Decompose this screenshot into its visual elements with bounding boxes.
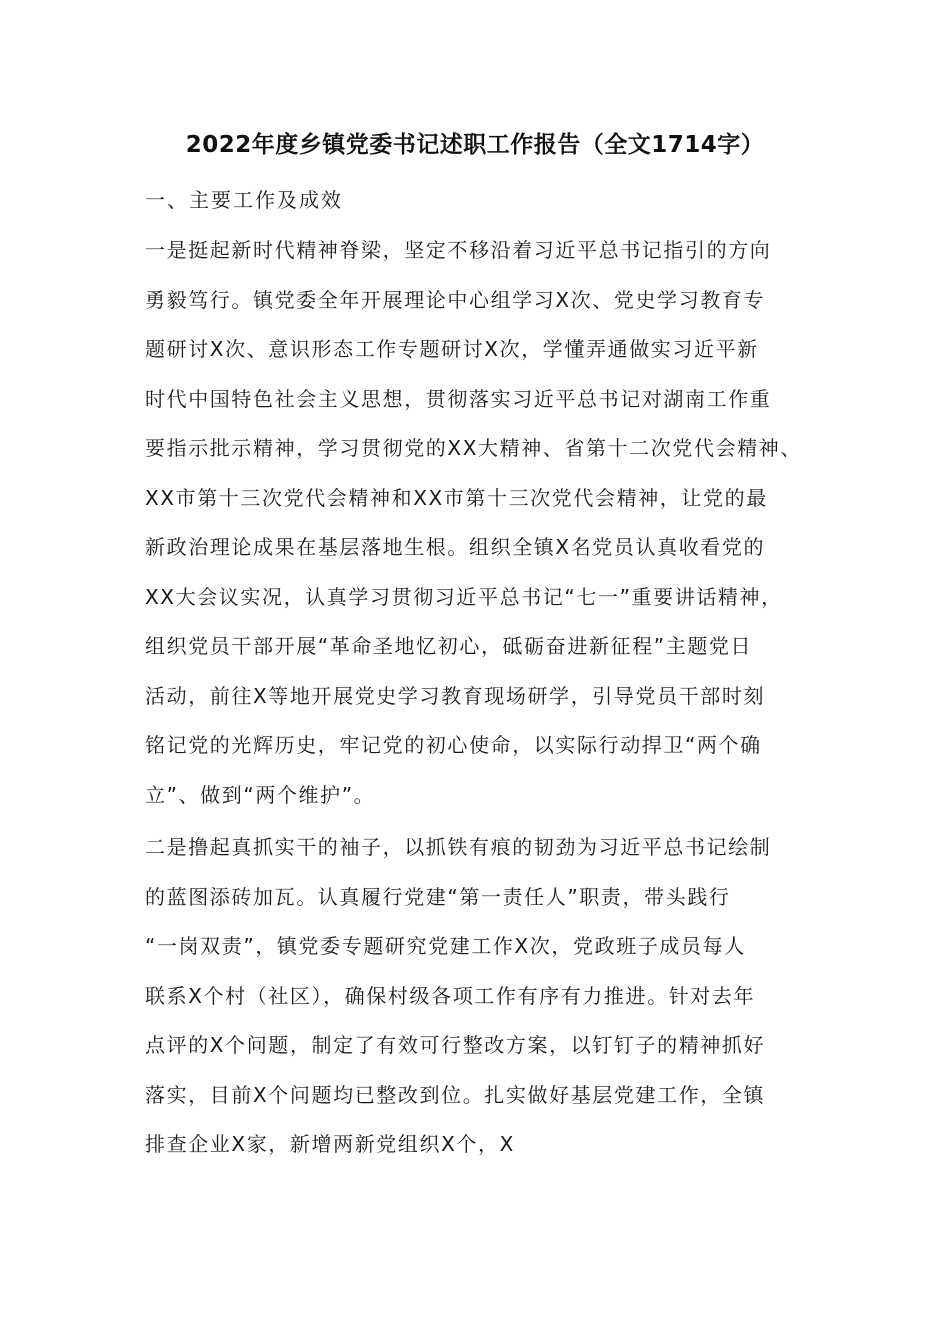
- paragraph-line: 铭记党的光辉历史，牢记党的初心使命，以实际行动捍卫“两个确: [145, 733, 762, 757]
- paragraph-line: 活动，前往X等地开展党史学习教育现场研学，引导党员干部时刻: [145, 683, 766, 708]
- paragraph-line: 勇毅笃行。镇党委全年开展理论中心组学习X次、党史学习教育专: [145, 287, 766, 312]
- paragraph-line: 立”、做到“两个维护”。: [145, 782, 376, 807]
- paragraph-line: 题研讨X次、意识形态工作专题研讨X次，学懂弄通做实习近平新: [145, 337, 759, 361]
- paragraph-line: 组织党员干部开展“革命圣地忆初心，砥砺奋进新征程”主题党日: [145, 634, 753, 658]
- paragraph-line: 二是撸起真抓实干的袖子，以抓铁有痕的韧劲为习近平总书记绘制: [145, 835, 772, 859]
- paragraph-line: 的蓝图添砖加瓦。认真履行党建“第一责任人”职责，带头践行: [145, 884, 731, 909]
- section-heading: 一、主要工作及成效: [145, 188, 343, 212]
- paragraph-line: 落实，目前X个问题均已整改到位。扎实做好基层党建工作，全镇: [145, 1082, 766, 1107]
- paragraph-line: 点评的X个问题，制定了有效可行整改方案，以钉钉子的精神抓好: [145, 1033, 766, 1057]
- paragraph-line: “一岗双责”，镇党委专题研究党建工作X次，党政班子成员每人: [145, 934, 746, 958]
- paragraph-line: XX大会议实况，认真学习贯彻习近平总书记“七一”重要讲话精神，: [145, 584, 783, 609]
- document-title: 2022年度乡镇党委书记述职工作报告（全文1714字）: [185, 132, 765, 158]
- paragraph-line: 时代中国特色社会主义思想，贯彻落实习近平总书记对湖南工作重: [145, 386, 772, 411]
- paragraph-line: 联系X个村（社区），确保村级各项工作有序有力推进。针对去年: [145, 983, 756, 1008]
- paragraph-line: 排查企业X家，新增两新党组织X个，X: [145, 1132, 515, 1156]
- paragraph-line: 新政治理论成果在基层落地生根。组织全镇X名党员认真收看党的: [145, 535, 766, 559]
- paragraph-1: [145, 235, 825, 829]
- paragraph-line: 一是挺起新时代精神脊梁，坚定不移沿着习近平总书记指引的方向: [145, 238, 772, 262]
- paragraph-2: [145, 832, 825, 1179]
- paragraph-line: 要指示批示精神，学习贯彻党的XX大精神、省第十二次党代会精神、: [145, 436, 803, 460]
- paragraph-line: XX市第十三次党代会精神和XX市第十三次党代会精神，让党的最: [145, 485, 768, 510]
